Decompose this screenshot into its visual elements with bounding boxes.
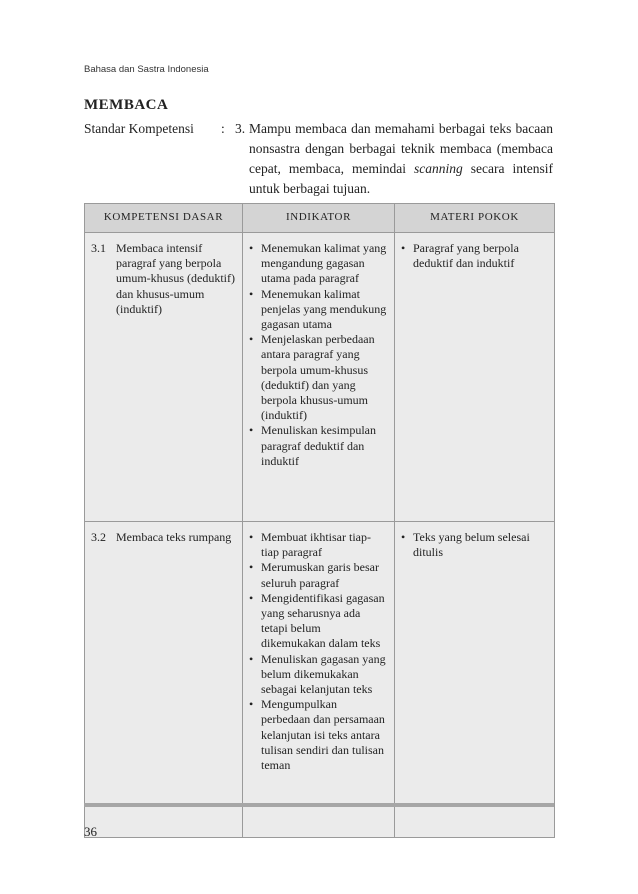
page-number: 36 <box>84 824 97 839</box>
standard-label: Standar Kompetensi <box>84 121 194 136</box>
kompetensi-text: Membaca teks rumpang <box>116 530 232 544</box>
indikator-item: • Mengidentifikasi gagasan yang seharusnya ada tetapi belum dikemukakan dalam teks <box>249 591 388 652</box>
indikator-item: • Menemukan kalimat penjelas yang mendukung gagasan utama <box>249 287 388 333</box>
materi-cell <box>395 522 555 838</box>
standard-colon: : <box>221 121 225 136</box>
indikator-item: • Menuliskan kesimpulan paragraf deduktif dan induktif <box>249 423 388 469</box>
table-header-row <box>85 204 555 233</box>
indikator-item: • Menuliskan gagasan yang belum dikemukakan sebagai kelanjutan teks <box>249 652 388 698</box>
materi-cell <box>395 233 555 522</box>
indikator-item: • Merumuskan garis besar seluruh paragraf <box>249 560 388 590</box>
materi-item: • Teks yang belum selesai ditulis <box>401 530 548 560</box>
running-header: Bahasa dan Sastra Indonesia <box>84 64 209 75</box>
footer-divider <box>84 803 554 807</box>
competency-table <box>84 203 555 838</box>
standard-text-end: secara intensif untuk berbagai tujuan. <box>249 161 554 196</box>
kompetensi-number: 3.1 <box>91 241 106 255</box>
indikator-item: • Menjelaskan perbedaan antara paragraf yang berpola umum-khusus (deduktif) dan yang berpola khusus-umum (induktif) <box>249 332 388 423</box>
section-title: MEMBACA <box>84 97 169 113</box>
materi-item: • Paragraf yang berpola deduktif dan induktif <box>401 241 548 271</box>
indikator-cell <box>243 233 395 522</box>
standard-text <box>249 119 553 199</box>
header-indikator: INDIKATOR <box>243 204 395 233</box>
header-kompetensi-dasar: KOMPETENSI DASAR <box>85 204 243 233</box>
kompetensi-number: 3.2 <box>91 530 106 544</box>
indikator-cell <box>243 522 395 838</box>
kompetensi-cell <box>85 233 243 522</box>
table-row <box>85 233 555 522</box>
standard-text-italic: scanning <box>414 161 463 176</box>
indikator-item: • Mengumpulkan perbedaan dan persamaan kelanjutan isi teks antara tulisan sendiri dan tulisan teman <box>249 697 388 773</box>
kompetensi-text: Membaca intensif paragraf yang berpola umum-khusus (deduktif) dan khusus-umum (induktif) <box>116 241 235 316</box>
standard-text-main: Mampu membaca dan memahami berbagai teks bacaan nonsastra dengan berbagai teknik membaca (membaca cepat, membaca, memindai <box>249 121 553 176</box>
standard-number: 3. <box>235 121 246 136</box>
indikator-item: • Membuat ikhtisar tiap-tiap paragraf <box>249 530 388 560</box>
kompetensi-cell <box>85 522 243 838</box>
table-row <box>85 522 555 838</box>
indikator-item: • Menemukan kalimat yang mengandung gagasan utama pada paragraf <box>249 241 388 287</box>
header-materi-pokok: MATERI POKOK <box>395 204 555 233</box>
